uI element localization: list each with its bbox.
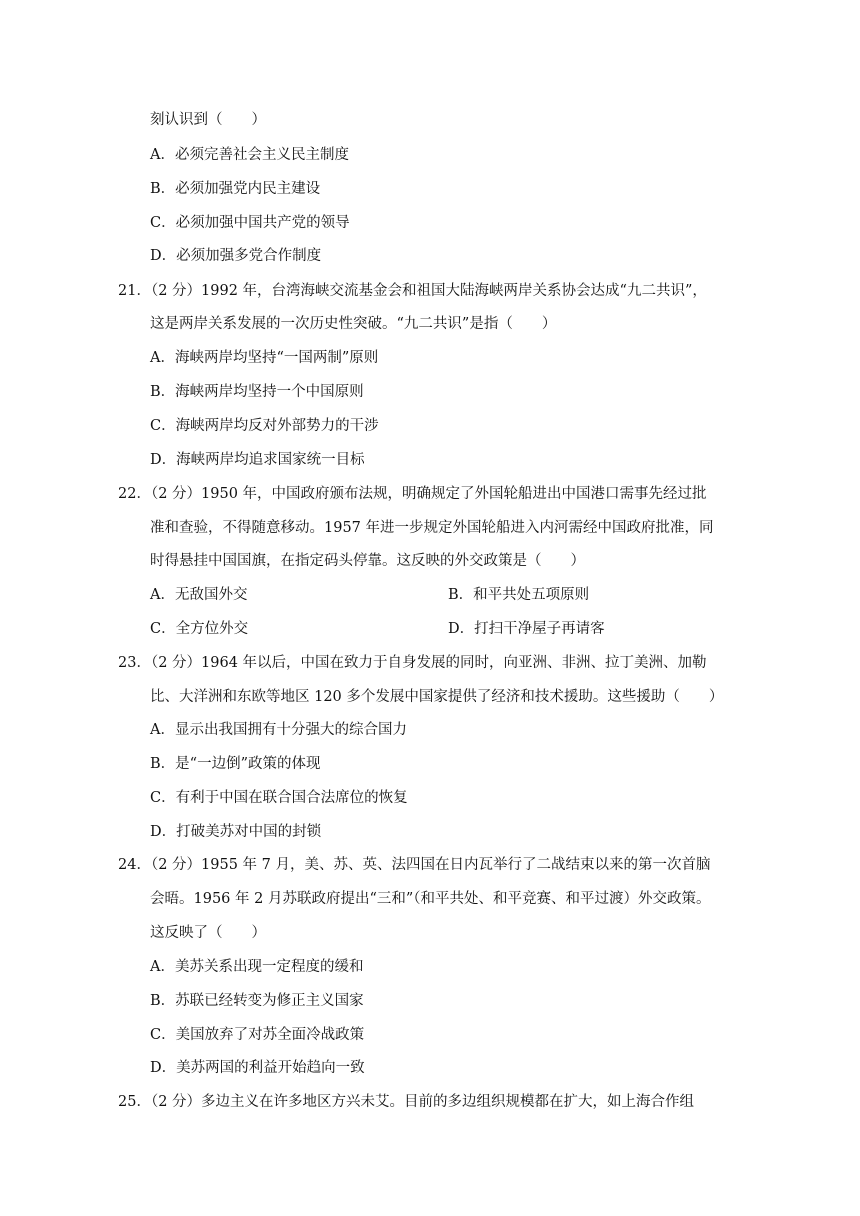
q20-option-c: C．必须加强中国共产党的领导	[150, 215, 350, 231]
q23-option-c: C．有利于中国在联合国合法席位的恢复	[150, 790, 408, 806]
q23-option-b: B．是“一边倒”政策的体现	[150, 756, 321, 772]
q24-stem-line3: 这反映了（ ）	[150, 925, 266, 941]
q24-stem-line1: 24．（2 分）1955 年 7 月，美、苏、英、法四国在日内瓦举行了二战结束以来的第一次首脑	[118, 857, 711, 873]
q22-option-d: D．打扫干净屋子再请客	[448, 621, 605, 637]
q22-stem-line2: 准和查验，不得随意移动。1957 年进一步规定外国轮船进入内河需经中国政府批准，同	[150, 520, 714, 536]
q20-option-d: D．必须加强多党合作制度	[150, 248, 322, 264]
q23-stem-line2: 比、大洋洲和东欧等地区 120 多个发展中国家提供了经济和技术援助。这些援助（ ）	[150, 689, 724, 705]
q21-stem-line1: 21．（2 分）1992 年，台湾海峡交流基金会和祖国大陆海峡两岸关系协会达成“九二共识”，	[118, 283, 707, 299]
q23-stem-line1: 23．（2 分）1964 年以后，中国在致力于自身发展的同时，向亚洲、非洲、拉丁美洲、加勒	[118, 655, 707, 671]
q24-option-d: D．美苏两国的利益开始趋向一致	[150, 1060, 365, 1076]
q23-option-d: D．打破美苏对中国的封锁	[150, 824, 322, 840]
q24-option-a: A．美苏关系出现一定程度的缓和	[150, 959, 364, 975]
q22-option-b: B．和平共处五项原则	[448, 587, 590, 603]
q20-option-a: A．必须完善社会主义民主制度	[150, 147, 349, 163]
q24-stem-line2: 会晤。1956 年 2 月苏联政府提出“三和”（和平共处、和平竞赛、和平过渡）外交政策。	[150, 891, 711, 907]
q22-option-a: A．无敌国外交	[150, 587, 248, 603]
q22-stem-line1: 22．（2 分）1950 年，中国政府颁布法规，明确规定了外国轮船进出中国港口需事先经过批	[118, 486, 707, 502]
q21-option-c: C．海峡两岸均反对外部势力的干涉	[150, 418, 379, 434]
q24-option-b: B．苏联已经转变为修正主义国家	[150, 993, 364, 1009]
q23-option-a: A．显示出我国拥有十分强大的综合国力	[150, 722, 407, 738]
q22-option-c: C．全方位外交	[150, 621, 249, 637]
q21-option-b: B．海峡两岸均坚持一个中国原则	[150, 384, 364, 400]
q21-stem-line2: 这是两岸关系发展的一次历史性突破。“九二共识”是指（ ）	[150, 316, 557, 332]
q21-option-d: D．海峡两岸均追求国家统一目标	[150, 452, 365, 468]
q22-stem-line3: 时得悬挂中国国旗，在指定码头停靠。这反映的外交政策是（ ）	[150, 553, 585, 569]
q24-option-c: C．美国放弃了对苏全面冷战政策	[150, 1027, 365, 1043]
q20-stem-tail: 刻认识到（ ）	[150, 112, 266, 128]
q21-option-a: A．海峡两岸均坚持“一国两制”原则	[150, 350, 379, 366]
q20-option-b: B．必须加强党内民主建设	[150, 181, 321, 197]
q25-stem-line1: 25．（2 分）多边主义在许多地区方兴未艾。目前的多边组织规模都在扩大，如上海合作组	[118, 1094, 695, 1110]
